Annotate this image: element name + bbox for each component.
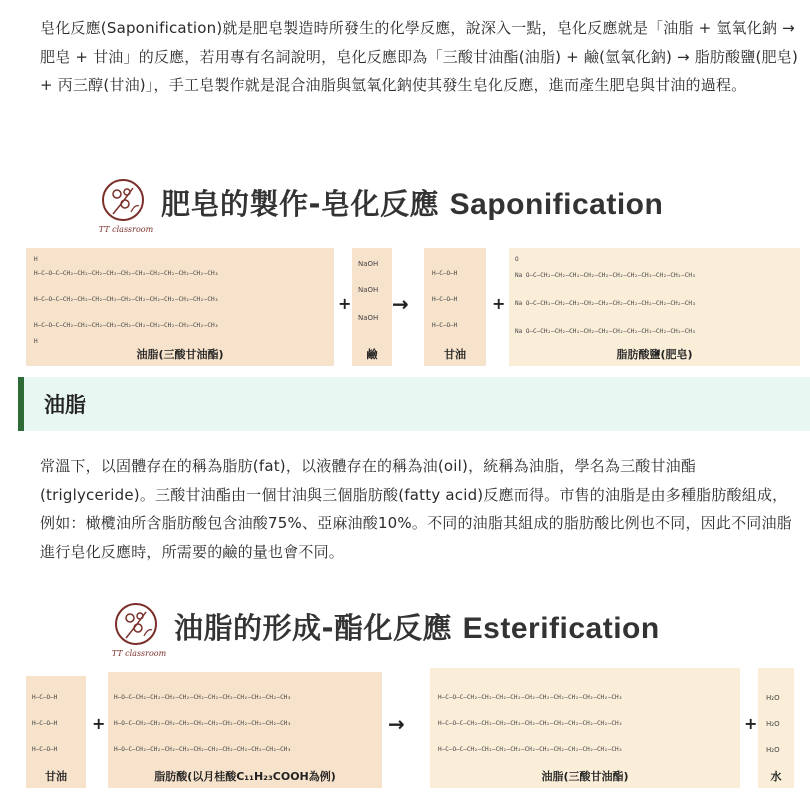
naoh-formula: NaOH — [358, 260, 379, 268]
banner-title-en: Saponification — [449, 187, 664, 221]
section-header-oil — [18, 377, 810, 431]
saponification-banner — [95, 174, 664, 234]
soap-chain: Na O—C—CH₂—CH₂—CH₂—CH₂—CH₂—CH₂—CH₂—CH₂—CH₂—CH₂—CH₃ — [515, 272, 696, 279]
triglyceride-box — [430, 668, 740, 788]
esterification-diagram — [0, 666, 810, 788]
soap-chain: Na O—C—CH₂—CH₂—CH₂—CH₂—CH₂—CH₂—CH₂—CH₂—CH₂—CH₂—CH₃ — [515, 300, 696, 307]
naoh-formula: NaOH — [358, 314, 379, 322]
glycerol-row: H—C—O—H — [32, 694, 58, 701]
tt-classroom-logo-icon — [108, 598, 167, 658]
ester-chain: H—C—O—C—CH₂—CH₂—CH₂—CH₂—CH₂—CH₂—CH₂—CH₂—CH₂—CH₂—CH₃ — [438, 694, 623, 701]
glycerol-row: H—C—O—H — [32, 746, 58, 753]
triglyceride-label: 油脂(三酸甘油酯) — [541, 770, 629, 783]
glycerol-label: 甘油 — [45, 770, 67, 783]
ester-chain: H—C—O—C—CH₂—CH₂—CH₂—CH₂—CH₂—CH₂—CH₂—CH₂—CH₂—CH₂—CH₃ — [438, 720, 623, 727]
glycerol-box — [26, 676, 86, 788]
water-label: 水 — [770, 770, 782, 783]
banner-title — [174, 606, 660, 647]
water-formula: H₂O — [766, 694, 780, 702]
banner-title-zh: 油脂的形成-酯化反應 — [174, 610, 453, 645]
water-box — [758, 668, 794, 788]
ester-chain: H—C—O—C—CH₂—CH₂—CH₂—CH₂—CH₂—CH₂—CH₂—CH₂—CH₂—CH₂—CH₃ — [438, 746, 623, 753]
plus-sign: + — [338, 294, 352, 313]
acid-chain: H—O—C—CH₂—CH₂—CH₂—CH₂—CH₂—CH₂—CH₂—CH₂—CH₂—CH₂—CH₃ — [114, 746, 292, 753]
ester-chain: H—C—O—C—CH₂—CH₂—CH₂—CH₂—CH₂—CH₂—CH₂—CH₂—CH₂—CH₂—CH₃ — [34, 296, 219, 303]
fatty-acid-box — [108, 672, 382, 788]
banner-title-en: Esterification — [462, 611, 660, 645]
h-atom: H — [34, 256, 38, 263]
glycerol-label: 甘油 — [444, 348, 466, 361]
soap-box — [509, 248, 800, 366]
esterification-banner — [108, 598, 660, 658]
section-title: 油脂 — [44, 393, 86, 417]
base-box — [352, 248, 392, 366]
fatty-acid-label: 脂肪酸(以月桂酸C₁₁H₂₃COOH為例) — [154, 770, 336, 783]
h-atom: H — [34, 338, 38, 345]
plus-sign: + — [92, 714, 106, 733]
glycerol-box — [424, 248, 486, 366]
glycerol-row: H—C—O—H — [432, 296, 458, 303]
ester-chain: H—C—O—C—CH₂—CH₂—CH₂—CH₂—CH₂—CH₂—CH₂—CH₂—CH₂—CH₂—CH₃ — [34, 270, 219, 277]
reaction-arrow: → — [388, 712, 405, 736]
intro-paragraph: 皂化反應(Saponification)就是肥皂製造時所發生的化學反應，說深入一點，皂化反應就是「油脂 + 氫氧化鈉 → 肥皂 + 甘油」的反應，若用專有名詞說明，皂化反應即為「三酸甘油酯(油脂) + 鹼(氫氧化鈉) → 脂肪酸鹽(肥皂) + 丙三醇(甘油)」，手工皂製作就是混合油脂與氫氧化鈉使其發生皂化反應，進而產生肥皂與甘油的過程。 — [40, 19, 799, 94]
acid-chain: H—O—C—CH₂—CH₂—CH₂—CH₂—CH₂—CH₂—CH₂—CH₂—CH₂—CH₂—CH₃ — [114, 720, 292, 727]
tt-classroom-logo-icon — [95, 174, 154, 234]
logo-text: TT classroom — [98, 225, 154, 234]
reaction-arrow: → — [392, 292, 409, 316]
glycerol-row: H—C—O—H — [432, 322, 458, 329]
soap-label: 脂肪酸鹽(肥皂) — [616, 348, 693, 361]
saponification-diagram — [0, 248, 810, 368]
banner-title-zh: 肥皂的製作-皂化反應 — [161, 186, 440, 221]
o-atom: O — [515, 256, 519, 263]
naoh-formula: NaOH — [358, 286, 379, 294]
logo-text: TT classroom — [111, 649, 167, 658]
soap-chain: Na O—C—CH₂—CH₂—CH₂—CH₂—CH₂—CH₂—CH₂—CH₂—CH₂—CH₂—CH₃ — [515, 328, 696, 335]
oil-paragraph: 常溫下，以固體存在的稱為脂肪(fat)，以液體存在的稱為油(oil)，統稱為油脂，學名為三酸甘油酯(triglyceride)。三酸甘油酯由一個甘油與三個脂肪酸(fatty acid)反應而得。市售的油脂是由多種脂肪酸組成，例如：橄欖油所含脂肪酸包含油酸75%、亞麻油酸10%。不同的油脂其組成的脂肪酸比例也不同，因此不同油脂進行皂化反應時，所需要的鹼的量也會不同。 — [40, 457, 792, 561]
plus-sign: + — [492, 294, 506, 313]
triglyceride-label: 油脂(三酸甘油酯) — [136, 348, 224, 361]
water-formula: H₂O — [766, 746, 780, 754]
acid-chain: H—O—C—CH₂—CH₂—CH₂—CH₂—CH₂—CH₂—CH₂—CH₂—CH₂—CH₂—CH₃ — [114, 694, 292, 701]
base-label: 鹼 — [366, 348, 378, 361]
triglyceride-box — [26, 248, 334, 366]
glycerol-row: H—C—O—H — [432, 270, 458, 277]
banner-title — [161, 182, 663, 223]
glycerol-row: H—C—O—H — [32, 720, 58, 727]
water-formula: H₂O — [766, 720, 780, 728]
ester-chain: H—C—O—C—CH₂—CH₂—CH₂—CH₂—CH₂—CH₂—CH₂—CH₂—CH₂—CH₂—CH₃ — [34, 322, 219, 329]
plus-sign: + — [744, 714, 758, 733]
